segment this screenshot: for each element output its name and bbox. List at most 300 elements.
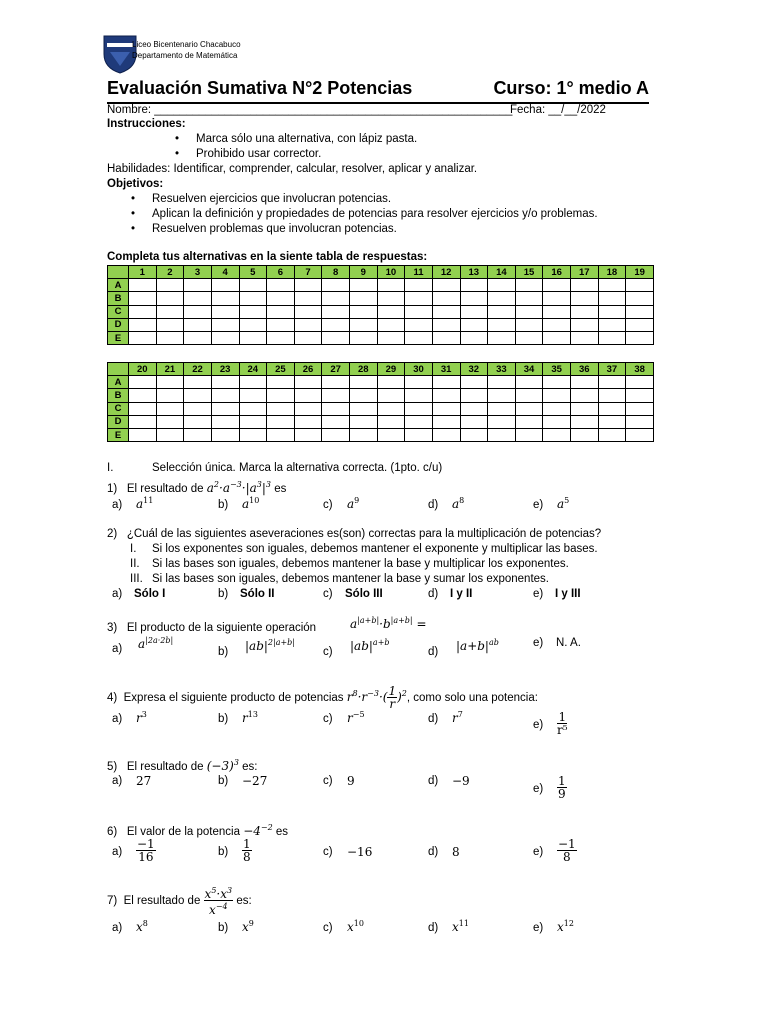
answer-cell[interactable] (571, 292, 599, 305)
answer-cell[interactable] (405, 376, 433, 389)
answer-cell[interactable] (322, 415, 350, 428)
option-value: $a^{10}$ (242, 496, 260, 511)
answer-cell[interactable] (129, 389, 157, 402)
answer-cell[interactable] (515, 292, 543, 305)
answer-cell[interactable] (184, 389, 212, 402)
question-text: El resultado de (126, 761, 204, 773)
answer-cell[interactable] (239, 279, 267, 292)
column-header: 30 (405, 363, 433, 376)
answer-cell[interactable] (377, 305, 405, 318)
answer-cell[interactable] (184, 279, 212, 292)
answer-cell[interactable] (515, 305, 543, 318)
answer-cell[interactable] (598, 402, 626, 415)
answer-cell[interactable] (626, 389, 654, 402)
option-value: $x^{11}$ (452, 919, 469, 934)
answer-cell[interactable] (432, 415, 460, 428)
answer-cell[interactable] (405, 389, 433, 402)
answer-cell[interactable] (156, 415, 184, 428)
option-letter: d) (428, 588, 439, 600)
answer-cell[interactable] (239, 376, 267, 389)
question-number: 7) (107, 894, 118, 907)
answer-cell[interactable] (488, 376, 516, 389)
column-header: 32 (460, 363, 488, 376)
column-header: 15 (515, 266, 543, 279)
answer-cell[interactable] (626, 428, 654, 441)
answer-cell[interactable] (211, 402, 239, 415)
answer-cell[interactable] (515, 376, 543, 389)
answer-cell[interactable] (322, 305, 350, 318)
answer-cell[interactable] (515, 428, 543, 441)
question-tail: es: (242, 761, 258, 773)
row-header: E (108, 331, 129, 344)
answer-cell[interactable] (571, 318, 599, 331)
option-value: I y III (555, 588, 581, 600)
option-letter: d) (428, 713, 439, 725)
answer-cell[interactable] (294, 415, 322, 428)
answer-cell[interactable] (432, 331, 460, 344)
answer-cell[interactable] (460, 331, 488, 344)
answer-cell[interactable] (515, 331, 543, 344)
section-number: I. (107, 462, 114, 474)
answer-cell[interactable] (239, 415, 267, 428)
answer-cell[interactable] (350, 376, 378, 389)
option-value: $|ab|^{2|a+b|}$ (245, 638, 295, 653)
option-letter: d) (428, 922, 439, 934)
answer-cell[interactable] (350, 389, 378, 402)
option-letter: e) (533, 846, 544, 858)
answer-cell[interactable] (571, 415, 599, 428)
column-header: 34 (515, 363, 543, 376)
column-header: 3 (184, 266, 212, 279)
question-number: 6) (107, 826, 118, 838)
option-letter: e) (533, 588, 544, 600)
option-letter: b) (218, 588, 229, 600)
answer-cell[interactable] (626, 376, 654, 389)
objective-item: Aplican la definición y propiedades de potencias para resolver ejercicios y/o problemas. (152, 208, 598, 220)
option-letter: c) (323, 846, 333, 858)
answer-cell[interactable] (460, 428, 488, 441)
answer-cell[interactable] (156, 428, 184, 441)
answer-cell[interactable] (432, 305, 460, 318)
option-letter: d) (428, 775, 439, 787)
option-value: 8 (452, 845, 460, 859)
option-value: $x^{10}$ (347, 919, 364, 934)
answer-cell[interactable] (405, 292, 433, 305)
answer-cell[interactable] (571, 389, 599, 402)
answer-cell[interactable] (156, 402, 184, 415)
answer-cell[interactable] (488, 305, 516, 318)
question-tail: es (275, 826, 289, 838)
option-value: −9 (452, 774, 470, 788)
answer-cell[interactable] (350, 331, 378, 344)
column-header: 35 (543, 363, 571, 376)
answer-cell[interactable] (294, 292, 322, 305)
statement-text: Si los exponentes son iguales, debemos mantener el exponente y multiplicar las bases. (152, 543, 598, 555)
answer-cell[interactable] (460, 292, 488, 305)
answer-cell[interactable] (377, 415, 405, 428)
answer-cell[interactable] (211, 389, 239, 402)
bullet-icon: • (131, 208, 136, 220)
answer-cell[interactable] (156, 389, 184, 402)
option-value: −16 (347, 845, 373, 859)
objective-item: Resuelven problemas que involucran potencias. (152, 223, 397, 235)
answer-cell[interactable] (405, 402, 433, 415)
question-number: 4) (107, 691, 118, 704)
answer-cell[interactable] (267, 292, 295, 305)
answer-cell[interactable] (488, 389, 516, 402)
answer-cell[interactable] (156, 331, 184, 344)
answer-cell[interactable] (239, 305, 267, 318)
table-corner-cell (108, 266, 129, 279)
answer-cell[interactable] (432, 389, 460, 402)
row-header: A (108, 376, 129, 389)
option-letter: a) (112, 588, 123, 600)
answer-cell[interactable] (598, 389, 626, 402)
answer-cell[interactable] (432, 402, 460, 415)
option-value: −27 (242, 774, 268, 788)
option-value: $a^{|2a\cdot 2b|}$ (138, 636, 174, 651)
bullet-icon: • (175, 148, 180, 160)
answer-cell[interactable] (211, 415, 239, 428)
answer-cell[interactable] (294, 389, 322, 402)
column-header: 14 (488, 266, 516, 279)
option-value: $x^{12}$ (557, 919, 574, 934)
answer-cell[interactable] (460, 305, 488, 318)
answer-cell[interactable] (598, 305, 626, 318)
option-value: $a^{11}$ (136, 496, 154, 511)
column-header: 16 (543, 266, 571, 279)
answer-cell[interactable] (184, 402, 212, 415)
answer-cell[interactable] (626, 305, 654, 318)
answer-cell[interactable] (488, 428, 516, 441)
answer-cell[interactable] (598, 428, 626, 441)
column-header: 29 (377, 363, 405, 376)
option-value: 27 (136, 774, 152, 788)
answer-cell[interactable] (515, 415, 543, 428)
answer-cell[interactable] (129, 318, 157, 331)
option-letter: c) (323, 588, 333, 600)
option-value: $\frac{1}{8}$ (243, 837, 251, 864)
answer-cell[interactable] (377, 376, 405, 389)
answer-cell[interactable] (626, 279, 654, 292)
answer-cell[interactable] (211, 428, 239, 441)
column-header: 24 (239, 363, 267, 376)
objectives-label: Objetivos: (107, 178, 164, 190)
answer-cell[interactable] (432, 292, 460, 305)
department-name: Departamento de Matemática (132, 51, 238, 60)
answer-cell[interactable] (267, 402, 295, 415)
question-number: 5) (107, 761, 118, 773)
option-letter: b) (218, 713, 229, 725)
answer-cell[interactable] (239, 292, 267, 305)
option-letter: a) (112, 922, 123, 934)
answer-cell[interactable] (267, 389, 295, 402)
answer-cell[interactable] (543, 292, 571, 305)
answer-cell[interactable] (543, 318, 571, 331)
answer-cell[interactable] (626, 402, 654, 415)
answer-cell[interactable] (571, 428, 599, 441)
answer-cell[interactable] (184, 428, 212, 441)
answer-cell[interactable] (515, 279, 543, 292)
column-header: 37 (598, 363, 626, 376)
option-letter: c) (323, 499, 333, 511)
answer-cell[interactable] (322, 389, 350, 402)
answer-cell[interactable] (129, 415, 157, 428)
answer-cell[interactable] (239, 318, 267, 331)
column-header: 1 (129, 266, 157, 279)
answer-cell[interactable] (211, 376, 239, 389)
option-letter: e) (533, 783, 544, 795)
answer-cell[interactable] (405, 318, 433, 331)
column-header: 22 (184, 363, 212, 376)
answer-cell[interactable] (377, 428, 405, 441)
answer-cell[interactable] (405, 415, 433, 428)
answer-cell[interactable] (239, 331, 267, 344)
question-text: El resultado de (126, 483, 204, 495)
option-letter: a) (112, 499, 123, 511)
answer-cell[interactable] (267, 331, 295, 344)
column-header: 23 (211, 363, 239, 376)
answer-cell[interactable] (488, 292, 516, 305)
answer-cell[interactable] (598, 331, 626, 344)
answer-cell[interactable] (267, 305, 295, 318)
answer-cell[interactable] (543, 376, 571, 389)
answer-cell[interactable] (211, 279, 239, 292)
answer-cell[interactable] (377, 279, 405, 292)
answer-cell[interactable] (211, 292, 239, 305)
answer-cell[interactable] (543, 402, 571, 415)
answer-cell[interactable] (460, 376, 488, 389)
answer-cell[interactable] (294, 331, 322, 344)
option-value: $a^9$ (347, 496, 360, 511)
answer-cell[interactable] (294, 402, 322, 415)
answer-cell[interactable] (460, 402, 488, 415)
q5-expression: $(-3)^3$ (206, 758, 239, 773)
answer-cell[interactable] (294, 376, 322, 389)
answer-cell[interactable] (350, 318, 378, 331)
answer-cell[interactable] (460, 415, 488, 428)
answer-cell[interactable] (129, 402, 157, 415)
question-number: 2) (107, 528, 118, 540)
answer-cell[interactable] (405, 279, 433, 292)
column-header: 5 (239, 266, 267, 279)
answer-cell[interactable] (184, 305, 212, 318)
answer-cell[interactable] (543, 305, 571, 318)
option-letter: b) (218, 846, 229, 858)
answer-cell[interactable] (488, 331, 516, 344)
column-header: 2 (156, 266, 184, 279)
row-header: B (108, 389, 129, 402)
answer-cell[interactable] (239, 402, 267, 415)
statement-number: III. (130, 573, 143, 585)
option-letter: e) (533, 719, 544, 731)
answer-cell[interactable] (432, 428, 460, 441)
answer-cell[interactable] (129, 428, 157, 441)
answer-cell[interactable] (515, 318, 543, 331)
answer-cell[interactable] (184, 292, 212, 305)
answer-cell[interactable] (211, 318, 239, 331)
answer-cell[interactable] (405, 305, 433, 318)
answer-cell[interactable] (432, 279, 460, 292)
answer-cell[interactable] (322, 428, 350, 441)
question-text: El valor de la potencia (126, 826, 240, 838)
answer-cell[interactable] (350, 402, 378, 415)
answer-cell[interactable] (626, 292, 654, 305)
answer-cell[interactable] (543, 331, 571, 344)
answer-cell[interactable] (598, 415, 626, 428)
q3-expression: $a^{|a+b|}\cdot b^{|a+b|}$ = (350, 616, 427, 631)
answer-cell[interactable] (571, 279, 599, 292)
q6-expression: $-4^{-2}$ (243, 823, 273, 838)
answer-cell[interactable] (571, 376, 599, 389)
answer-cell[interactable] (377, 318, 405, 331)
answer-cell[interactable] (571, 305, 599, 318)
option-letter: b) (218, 499, 229, 511)
answer-cell[interactable] (211, 331, 239, 344)
question-text: El resultado de (123, 894, 201, 907)
answer-cell[interactable] (267, 428, 295, 441)
answer-cell[interactable] (184, 331, 212, 344)
section-title: Selección única. Marca la alternativa correcta. (1pto. c/u) (152, 462, 443, 474)
bullet-icon: • (175, 133, 180, 145)
answer-cell[interactable] (598, 376, 626, 389)
answer-cell[interactable] (377, 331, 405, 344)
answer-cell[interactable] (488, 318, 516, 331)
answer-table-1 (107, 265, 654, 345)
column-header: 21 (156, 363, 184, 376)
row-header: B (108, 292, 129, 305)
answer-cell[interactable] (184, 318, 212, 331)
option-letter: a) (112, 713, 123, 725)
answer-cell[interactable] (211, 305, 239, 318)
answer-cell[interactable] (350, 415, 378, 428)
row-header: E (108, 428, 129, 441)
answer-cell[interactable] (294, 305, 322, 318)
option-value: $a^5$ (557, 496, 570, 511)
answer-cell[interactable] (460, 389, 488, 402)
answer-cell[interactable] (460, 279, 488, 292)
q1-expression: $a^2\cdot a^{-3}\cdot|a^3|^3$ (206, 480, 272, 495)
answer-cell[interactable] (156, 292, 184, 305)
answer-cell[interactable] (156, 376, 184, 389)
question-tail: es: (236, 894, 252, 907)
answer-cell[interactable] (405, 331, 433, 344)
answer-cell[interactable] (267, 376, 295, 389)
answer-cell[interactable] (598, 279, 626, 292)
answer-cell[interactable] (322, 331, 350, 344)
answer-cell[interactable] (488, 415, 516, 428)
answer-cell[interactable] (184, 376, 212, 389)
column-header: 27 (322, 363, 350, 376)
column-header: 10 (377, 266, 405, 279)
answer-cell[interactable] (239, 428, 267, 441)
answer-cell[interactable] (129, 292, 157, 305)
option-value: $x^9$ (242, 919, 254, 934)
answer-cell[interactable] (322, 376, 350, 389)
statement-number: I. (130, 543, 137, 555)
row-header: D (108, 415, 129, 428)
answer-cell[interactable] (350, 292, 378, 305)
answer-cell[interactable] (377, 402, 405, 415)
answer-cell[interactable] (184, 415, 212, 428)
answer-cell[interactable] (350, 305, 378, 318)
answer-cell[interactable] (129, 279, 157, 292)
name-field: Nombre: ________________________________________________________ (107, 104, 513, 116)
answer-cell[interactable] (129, 376, 157, 389)
answer-cell[interactable] (515, 389, 543, 402)
answer-cell[interactable] (322, 292, 350, 305)
option-value: $\frac{-1}{8}$ (558, 837, 576, 864)
column-header: 12 (432, 266, 460, 279)
answer-cell[interactable] (432, 318, 460, 331)
question-number: 1) (107, 483, 118, 495)
option-value: $|ab|^{a+b}$ (350, 638, 390, 653)
answer-cell[interactable] (156, 305, 184, 318)
option-letter: d) (428, 846, 439, 858)
answer-cell[interactable] (294, 279, 322, 292)
column-header: 11 (405, 266, 433, 279)
answer-cell[interactable] (598, 292, 626, 305)
answer-cell[interactable] (515, 402, 543, 415)
answer-cell[interactable] (626, 415, 654, 428)
column-header: 20 (129, 363, 157, 376)
answer-cell[interactable] (322, 279, 350, 292)
answer-cell[interactable] (405, 428, 433, 441)
answer-cell[interactable] (598, 318, 626, 331)
answer-cell[interactable] (543, 279, 571, 292)
answer-cell[interactable] (543, 415, 571, 428)
answer-cell[interactable] (571, 402, 599, 415)
answer-cell[interactable] (350, 428, 378, 441)
option-value: I y II (450, 588, 473, 600)
row-header: C (108, 402, 129, 415)
answer-cell[interactable] (294, 428, 322, 441)
answer-cell[interactable] (350, 279, 378, 292)
answer-cell[interactable] (626, 331, 654, 344)
title-bar (107, 78, 649, 104)
answer-cell[interactable] (156, 279, 184, 292)
answer-cell[interactable] (267, 279, 295, 292)
answer-cell[interactable] (377, 389, 405, 402)
answer-cell[interactable] (432, 376, 460, 389)
answer-cell[interactable] (488, 279, 516, 292)
statement-text: Si las bases son iguales, debemos mantener la base y multiplicar los exponentes. (152, 558, 569, 570)
answer-cell[interactable] (571, 331, 599, 344)
option-value: Sólo II (240, 588, 275, 600)
column-header: 17 (571, 266, 599, 279)
answer-cell[interactable] (267, 415, 295, 428)
answer-cell[interactable] (156, 318, 184, 331)
answer-cell[interactable] (460, 318, 488, 331)
answer-cell[interactable] (626, 318, 654, 331)
option-letter: b) (218, 646, 229, 658)
answer-cell[interactable] (239, 389, 267, 402)
answer-cell[interactable] (322, 402, 350, 415)
option-letter: b) (218, 775, 229, 787)
answer-cell[interactable] (543, 389, 571, 402)
answer-cell[interactable] (488, 402, 516, 415)
instruction-item: Marca sólo una alternativa, con lápiz pasta. (196, 133, 418, 145)
option-value: 9 (347, 774, 355, 788)
answer-cell[interactable] (543, 428, 571, 441)
answer-cell[interactable] (322, 318, 350, 331)
answer-cell[interactable] (129, 331, 157, 344)
bullet-icon: • (131, 193, 136, 205)
answer-cell[interactable] (294, 318, 322, 331)
answer-cell[interactable] (267, 318, 295, 331)
answer-cell[interactable] (377, 292, 405, 305)
answer-cell[interactable] (129, 305, 157, 318)
